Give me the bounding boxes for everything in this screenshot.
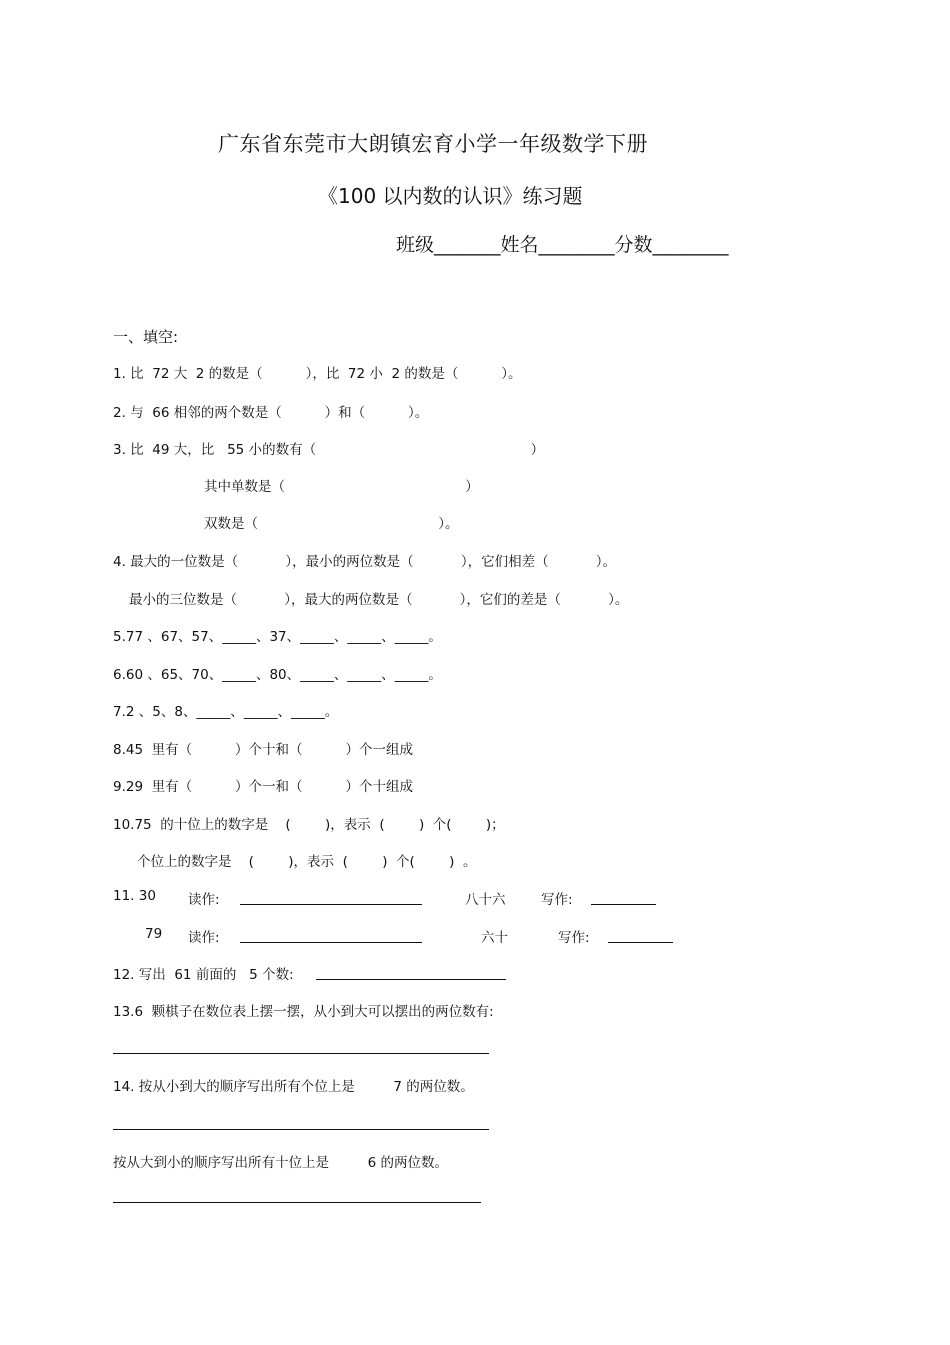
question-3: 3. 比 49 大，比 55 小的数有（ ） bbox=[113, 442, 545, 458]
question-13: 13.6 颗棋子在数位表上摆一摆，从小到大可以摆出的两位数有: bbox=[113, 1004, 494, 1020]
question-11-word: 八十六 bbox=[465, 892, 506, 908]
student-info-line: 班级_______姓名________分数________ bbox=[396, 234, 729, 256]
question-10-part2: 个位上的数字是 ( )，表示 ( ) 个( ) 。 bbox=[137, 854, 477, 870]
worksheet-title: 广东省东莞市大朗镇宏育小学一年级数学下册 bbox=[218, 132, 648, 156]
question-11-read-answer-line bbox=[240, 904, 422, 905]
question-9: 9.29 里有（ ）个一和（ ）个十组成 bbox=[113, 779, 413, 795]
question-6: 6.60 、65、70、_____、80、_____、_____、_____。 bbox=[113, 667, 442, 683]
question-12: 12. 写出 61 前面的 5 个数: bbox=[113, 967, 294, 983]
question-14-answer-line bbox=[113, 1129, 489, 1130]
question-4: 4. 最大的一位数是（ ），最小的两位数是（ ），它们相差（ ）。 bbox=[113, 554, 617, 570]
question-4-part2: 最小的三位数是（ ），最大的两位数是（ ），它们的差是（ ）。 bbox=[129, 592, 629, 608]
question-14: 14. 按从小到大的顺序写出所有个位上是 7 的两位数。 bbox=[113, 1079, 474, 1095]
question-14-part2-answer-line bbox=[113, 1202, 481, 1203]
question-11b-read-label: 读作: bbox=[188, 930, 220, 946]
question-7: 7.2 、5、8、_____、_____、_____。 bbox=[113, 704, 339, 720]
question-3-odd: 其中单数是（ ） bbox=[204, 479, 479, 495]
question-2: 2. 与 66 相邻的两个数是（ ）和（ ）。 bbox=[113, 405, 429, 421]
question-11-read-label: 读作: bbox=[188, 892, 220, 908]
question-10: 10.75 的十位上的数字是 ( )，表示 ( ) 个( )； bbox=[113, 817, 505, 833]
question-5: 5.77 、67、57、_____、37、_____、_____、_____。 bbox=[113, 629, 442, 645]
question-11b-number: 79 bbox=[145, 926, 163, 942]
question-1: 1. 比 72 大 2 的数是（ ），比 72 小 2 的数是（ ）。 bbox=[113, 366, 522, 382]
question-8: 8.45 里有（ ）个十和（ ）个一组成 bbox=[113, 742, 413, 758]
section-title: 一、填空: bbox=[113, 328, 179, 346]
question-12-answer-line bbox=[316, 979, 506, 980]
question-14-part2: 按从大到小的顺序写出所有十位上是 6 的两位数。 bbox=[113, 1155, 449, 1171]
question-11b-read-answer-line bbox=[240, 942, 422, 943]
question-13-answer-line bbox=[113, 1053, 489, 1054]
question-11-number: 11. 30 bbox=[113, 888, 156, 904]
question-11b-write-label: 写作: bbox=[558, 930, 590, 946]
question-3-even: 双数是（ ）。 bbox=[204, 516, 459, 532]
worksheet-subtitle: 《100 以内数的认识》练习题 bbox=[318, 184, 583, 208]
question-11b-word: 六十 bbox=[481, 930, 508, 946]
question-11-write-label: 写作: bbox=[541, 892, 573, 908]
question-11b-write-answer-line bbox=[608, 942, 673, 943]
question-11-write-answer-line bbox=[591, 904, 656, 905]
